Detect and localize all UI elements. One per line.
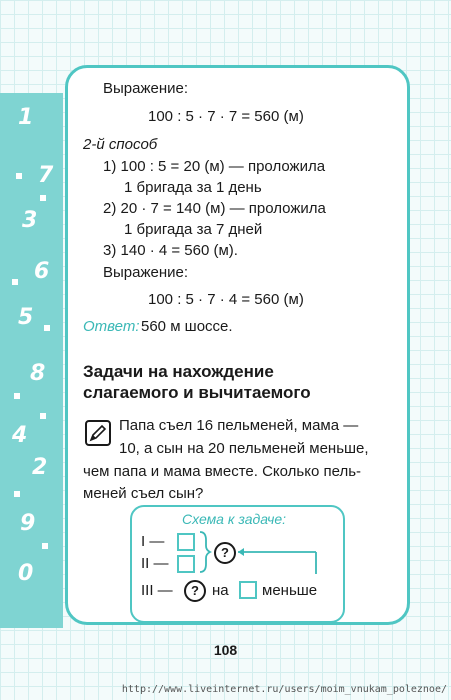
pencil-icon bbox=[85, 420, 111, 446]
side-number: 1 bbox=[18, 105, 34, 130]
scheme-row-label: II — bbox=[141, 555, 169, 572]
decorative-dot bbox=[40, 195, 46, 201]
side-number: 3 bbox=[22, 208, 38, 233]
scheme-row-label: III — bbox=[141, 582, 173, 599]
side-number: 9 bbox=[20, 511, 36, 536]
side-number: 6 bbox=[34, 259, 50, 284]
decorative-dot bbox=[14, 393, 20, 399]
expression-label: Выражение: bbox=[103, 80, 189, 97]
side-number: 4 bbox=[12, 423, 28, 448]
scheme-word: на bbox=[212, 582, 229, 599]
task-text: меней съел сын? bbox=[83, 485, 204, 502]
question-circle: ? bbox=[184, 580, 206, 602]
question-circle: ? bbox=[214, 542, 236, 564]
expression-label: Выражение: bbox=[103, 264, 189, 281]
solution-step: 1 бригада за 7 дней bbox=[124, 221, 263, 238]
method-label: 2-й способ bbox=[83, 136, 158, 153]
scheme-title: Схема к задаче: bbox=[182, 511, 287, 527]
scheme-word: меньше bbox=[262, 582, 318, 599]
side-number: 0 bbox=[18, 561, 34, 586]
decorative-dot bbox=[40, 413, 46, 419]
scheme-square bbox=[239, 581, 257, 599]
expression-formula: 100 : 5 · 7 · 4 = 560 (м) bbox=[148, 291, 304, 308]
decorative-dot bbox=[12, 279, 18, 285]
task-text: чем папа и мама вместе. Сколько пель- bbox=[83, 463, 362, 480]
decorative-dot bbox=[42, 543, 48, 549]
solution-step: 3) 140 · 4 = 560 (м). bbox=[103, 242, 238, 259]
solution-step: 1) 100 : 5 = 20 (м) — проложила bbox=[103, 158, 326, 175]
side-strip bbox=[0, 93, 63, 628]
answer-text: 560 м шоссе. bbox=[141, 318, 233, 335]
side-number: 2 bbox=[32, 455, 48, 480]
page-number: 108 bbox=[213, 642, 238, 658]
answer-label: Ответ: bbox=[83, 318, 140, 335]
side-number: 7 bbox=[38, 163, 54, 188]
side-number: 8 bbox=[30, 361, 46, 386]
expression-formula: 100 : 5 · 7 · 7 = 560 (м) bbox=[148, 108, 304, 125]
scheme-square bbox=[177, 533, 195, 551]
solution-step: 1 бригада за 1 день bbox=[124, 179, 262, 196]
section-heading: слагаемого и вычитаемого bbox=[83, 383, 311, 402]
decorative-dot bbox=[14, 491, 20, 497]
scheme-square bbox=[177, 555, 195, 573]
watermark-url: http://www.liveinternet.ru/users/moim_vnukam_poleznoe/ bbox=[121, 684, 447, 695]
section-heading: Задачи на нахождение bbox=[83, 362, 274, 381]
task-text: 10, а сын на 20 пельменей меньше, bbox=[119, 440, 369, 457]
scheme-row-label: I — bbox=[141, 533, 165, 550]
task-text: Папа съел 16 пельменей, мама — bbox=[119, 417, 359, 434]
side-number: 5 bbox=[18, 305, 34, 330]
decorative-dot bbox=[44, 325, 50, 331]
decorative-dot bbox=[16, 173, 22, 179]
solution-step: 2) 20 · 7 = 140 (м) — проложила bbox=[103, 200, 326, 217]
